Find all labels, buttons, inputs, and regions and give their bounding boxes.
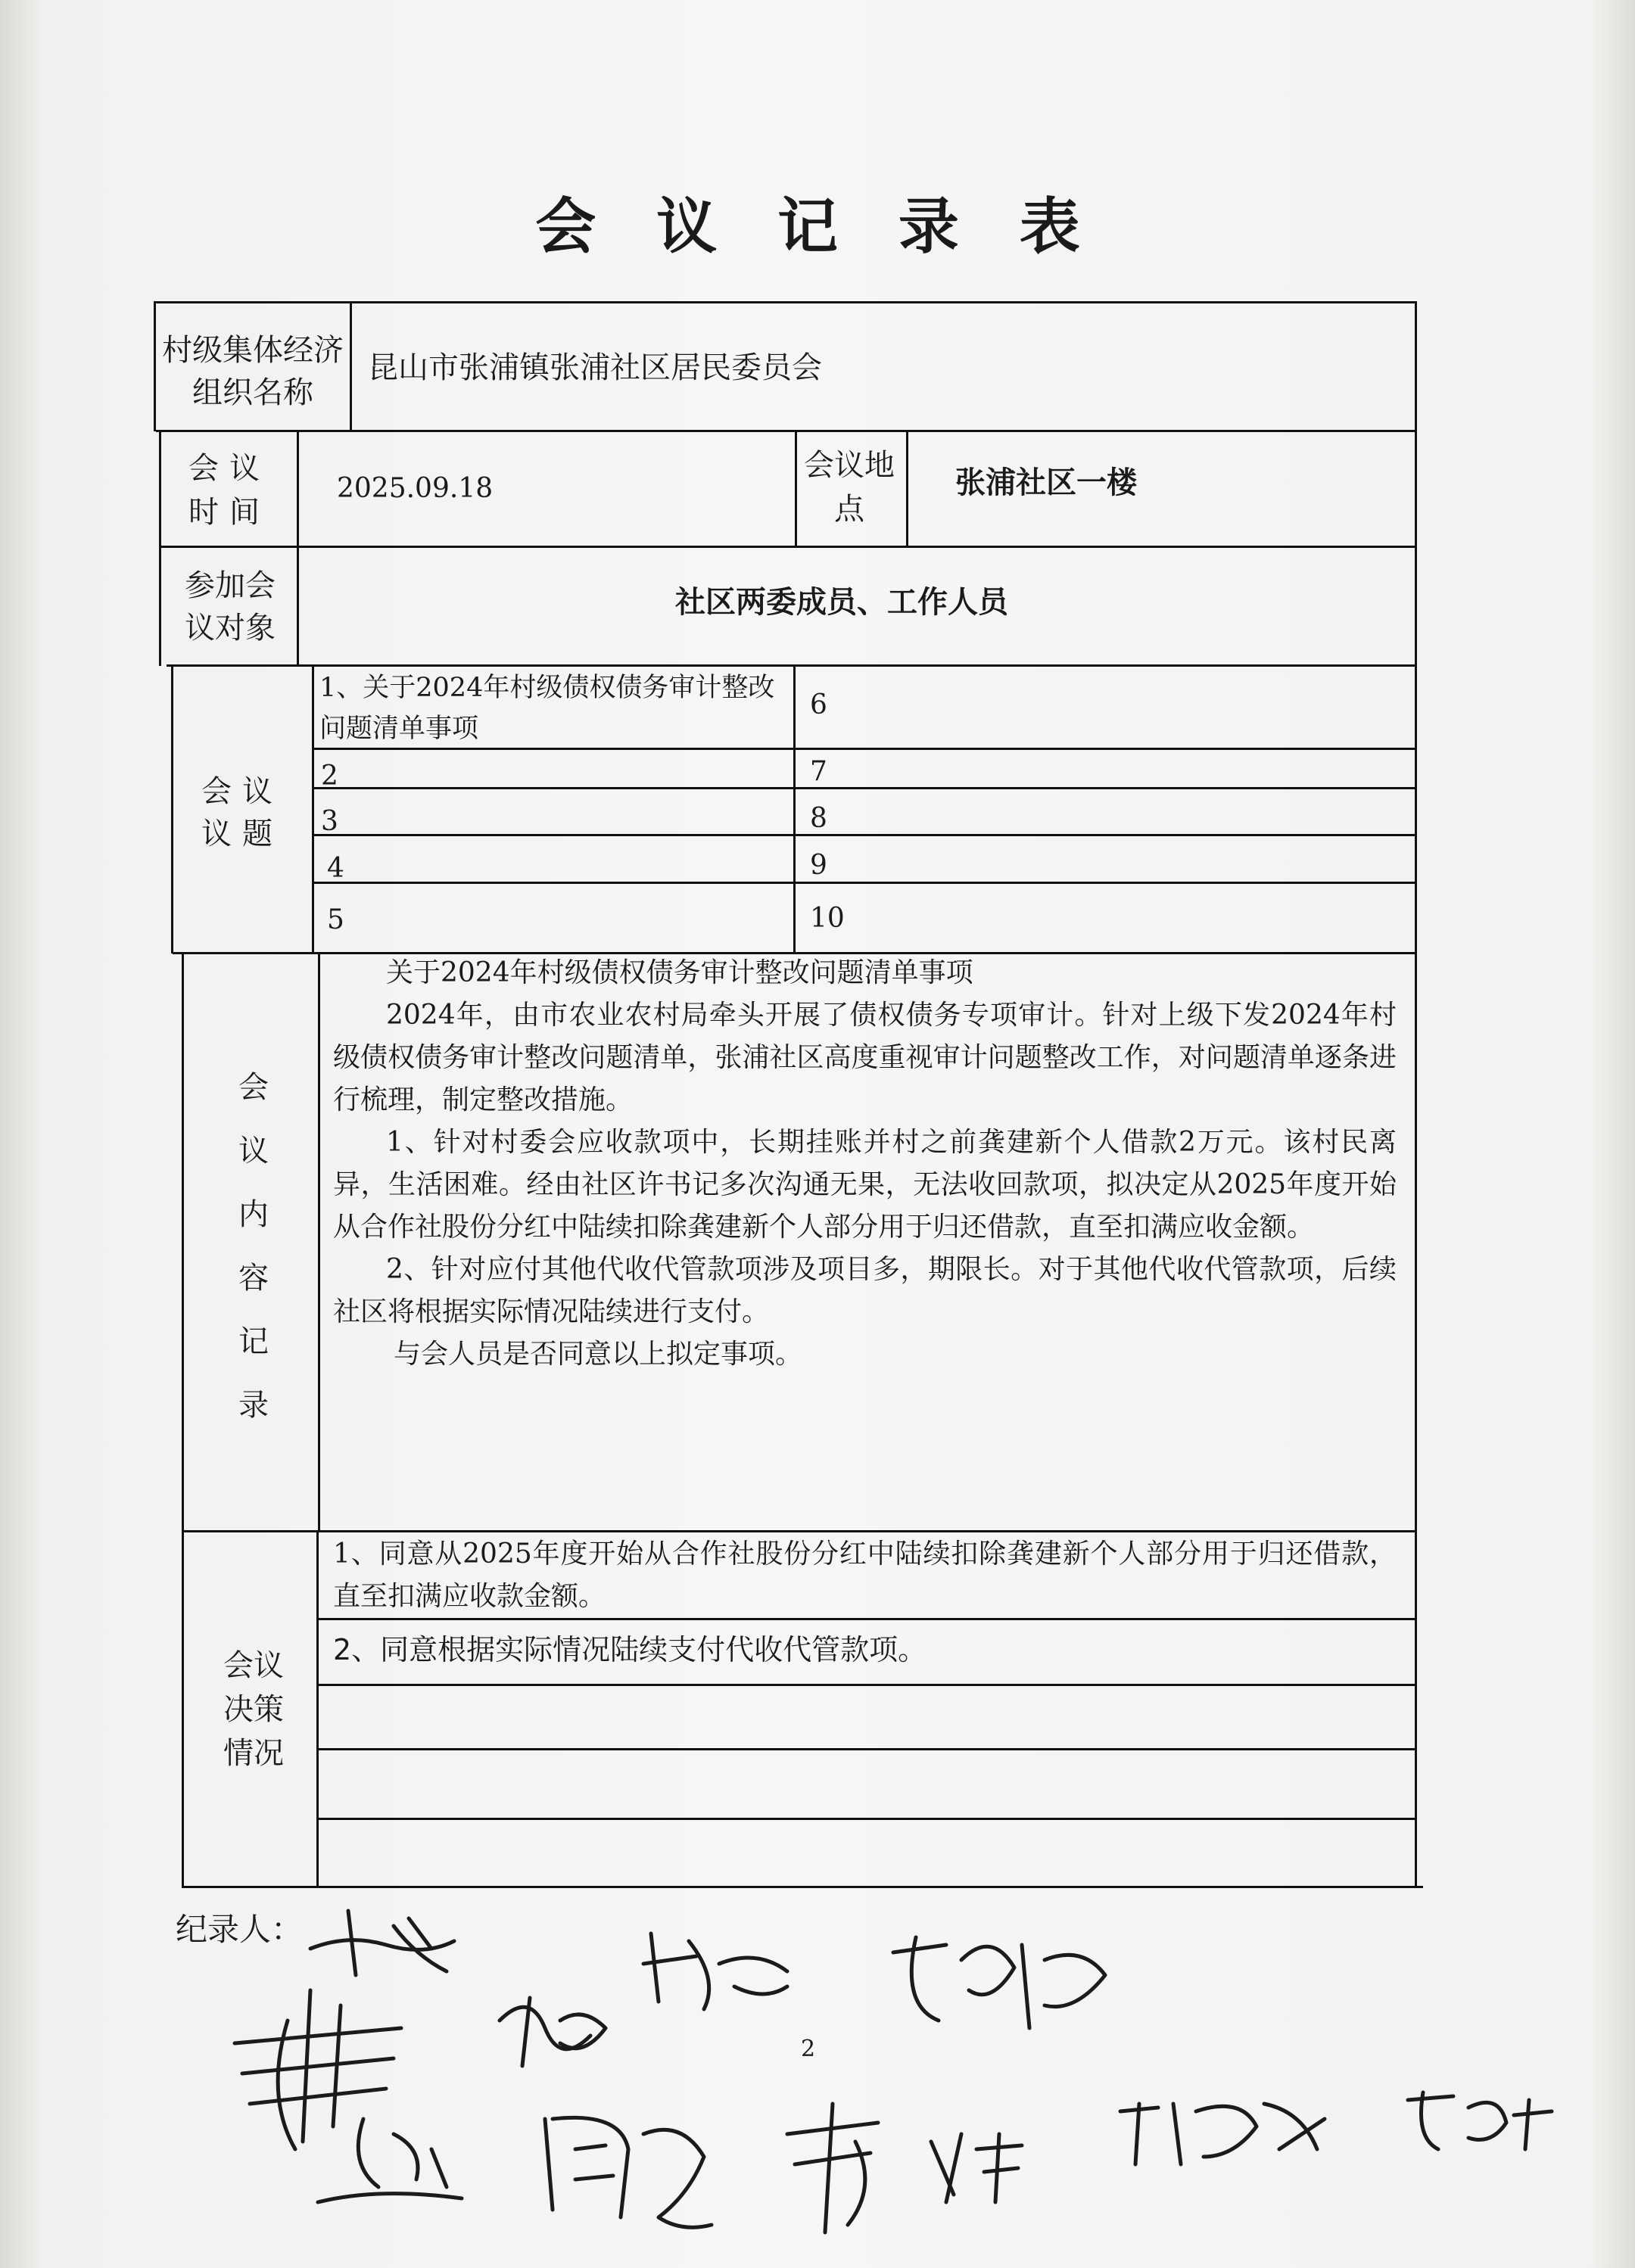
signature-5 xyxy=(303,2104,469,2217)
topic-item-4: 4 xyxy=(327,853,344,884)
attendees-label: 参加会议对象 xyxy=(185,568,276,646)
topic-item-8: 8 xyxy=(810,803,827,834)
decision-item-2: 2、同意根据实际情况陆续支付代收代管款项。 xyxy=(333,1633,927,1666)
org-value: 昆山市张浦镇张浦社区居民委员会 xyxy=(368,350,822,385)
signature-2 xyxy=(484,1975,621,2081)
topic-item-10: 10 xyxy=(810,903,845,934)
signature-7 xyxy=(772,2096,893,2240)
topic-item-9: 9 xyxy=(810,850,827,881)
page-number: 2 xyxy=(801,2036,816,2062)
content-paragraph: 2、针对应付其他代收代管款项涉及项目多，期限长。对于其他代收代管款项，后续社区将根据实际情况陆续进行支付。 xyxy=(333,1254,1397,1327)
org-label: 村级集体经济组织名称 xyxy=(162,333,344,410)
decisions-label: 会议决策情况 xyxy=(223,1648,284,1771)
meeting-time-label: 会议时间 xyxy=(188,451,270,530)
meeting-place-value: 张浦社区一楼 xyxy=(955,465,1137,500)
content-heading: 关于2024年村级债权债务审计整改问题清单事项 xyxy=(386,957,973,988)
signature-3 xyxy=(636,1918,795,2024)
decision-item-1: 1、同意从2025年度开始从合作社股份分红中陆续扣除龚建新个人部分用于归还借款，直至扣满应收款金额。 xyxy=(333,1538,1397,1612)
signature-8 xyxy=(916,2119,1029,2210)
topics-label: 会议议题 xyxy=(201,774,283,851)
signature-10 xyxy=(1393,2077,1559,2161)
topic-item-1: 1、关于2024年村级债权债务审计整改问题清单事项 xyxy=(319,673,775,744)
signature-recorder xyxy=(303,1903,469,1986)
topic-item-2: 2 xyxy=(321,761,338,792)
meeting-place-label: 会议地点 xyxy=(804,448,895,527)
content-paragraph: 2024年，由市农业农村局牵头开展了债权债务专项审计。针对上级下发2024年村级债权债务审计整改问题清单，张浦社区高度重视审计问题整改工作，对问题清单逐条进行梳理，制定整改措施。 xyxy=(333,1000,1397,1115)
topic-item-3: 3 xyxy=(321,806,338,837)
attendees-value: 社区两委成员、工作人员 xyxy=(675,585,1008,620)
topic-item-7: 7 xyxy=(810,756,827,787)
signature-4 xyxy=(878,1915,1120,2043)
meeting-time-value: 2025.09.18 xyxy=(337,473,494,504)
signature-9 xyxy=(1105,2081,1332,2179)
recorder-label: 纪录人： xyxy=(176,1911,304,1948)
topic-item-6: 6 xyxy=(810,689,827,720)
topic-item-5: 5 xyxy=(327,904,344,935)
page-title: 会 议 记 录 表 xyxy=(535,191,1100,262)
signature-6 xyxy=(530,2104,727,2240)
content-label: 会议内容记录 xyxy=(238,1070,269,1423)
content-paragraph: 1、针对村委会应收款项中，长期挂账并村之前龚建新个人借款2万元。该村民离异，生活困难。经由社区许书记多次沟通无果，无法收回款项，拟决定从2025年度开始从合作社股份分红中陆续扣除龚建新个人部分用于归还借款，直至扣满应收金额。 xyxy=(333,1127,1397,1243)
content-paragraph: 与会人员是否同意以上拟定事项。 xyxy=(394,1339,803,1370)
